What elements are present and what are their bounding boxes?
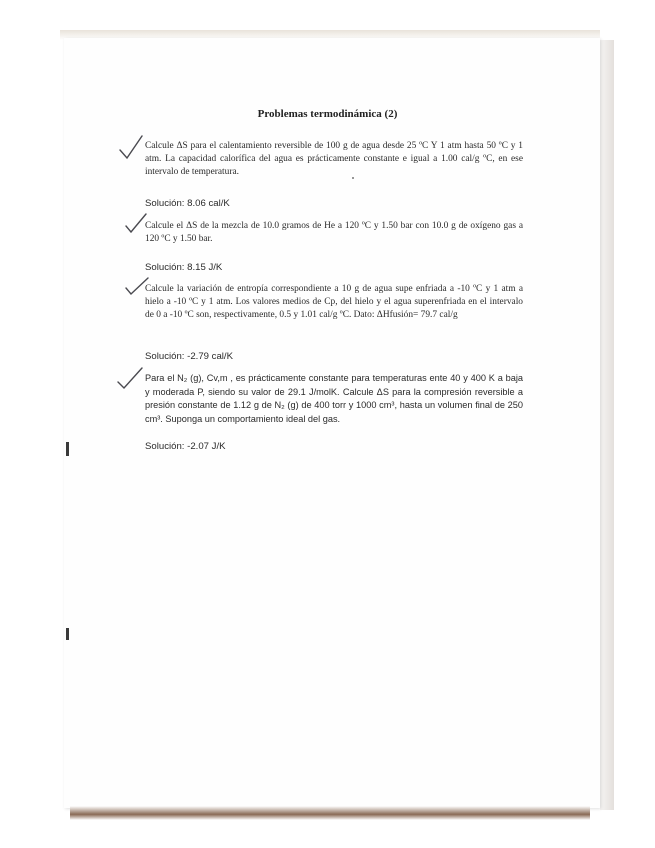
problem-4-solution: Solución: -2.07 J/K — [145, 441, 226, 452]
paper-edge-bottom — [70, 806, 590, 820]
document-title: Problemas termodinámica (2) — [257, 108, 398, 120]
ink-dot — [352, 177, 354, 179]
problem-3-solution: Solución: -2.79 cal/K — [145, 351, 233, 362]
problem-1-solution: Solución: 8.06 cal/K — [145, 198, 230, 209]
margin-mark — [66, 442, 69, 456]
problem-4-text: Para el N₂ (g), Cv,m , es prácticamente constante para temperaturas ente 40 y 400 K a baja y moderada P, siendo su valor de 29.1 J/molK. Calcule ΔS para la compresión reversible a presión constante de 1.12 g de N₂ (g) de 400 torr y 1000 cm³, hasta un volumen final de 250 cm³. Suponga un comportamiento ideal del gas. — [145, 373, 523, 424]
checkmark-icon — [118, 134, 144, 160]
problem-1-text: Calcule ΔS para el calentamiento reversible de 100 g de agua desde 25 ºC Y 1 atm hasta 50 ºC y 1 atm. La capacidad calorífica del agua es prácticamente constante e igual a 1.00 cal/g ºC, en ese intervalo de temperatura. — [145, 141, 523, 177]
problem-2-text: Calcule el ΔS de la mezcla de 10.0 gramos de He a 120 ºC y 1.50 bar con 10.0 g de oxígeno gas a 120 ºC y 1.50 bar. — [145, 221, 523, 244]
margin-mark — [66, 628, 69, 640]
paper-edge-right — [600, 40, 614, 810]
problem-3-text: Calcule la variación de entropía correspondiente a 10 g de agua supe enfriada a -10 ºC y 1 atm a hielo a -10 ºC y 1 atm. Los valores medios de Cp, del hielo y el agua superenfriada en el intervalo de 0 a -10 ºC son, respectivamente, 0.5 y 1.01 cal/g ºC. Dato: ΔHfusión= 79.7 cal/g — [145, 284, 523, 320]
problem-2-solution: Solución: 8.15 J/K — [145, 262, 223, 273]
checkmark-icon — [116, 366, 144, 390]
